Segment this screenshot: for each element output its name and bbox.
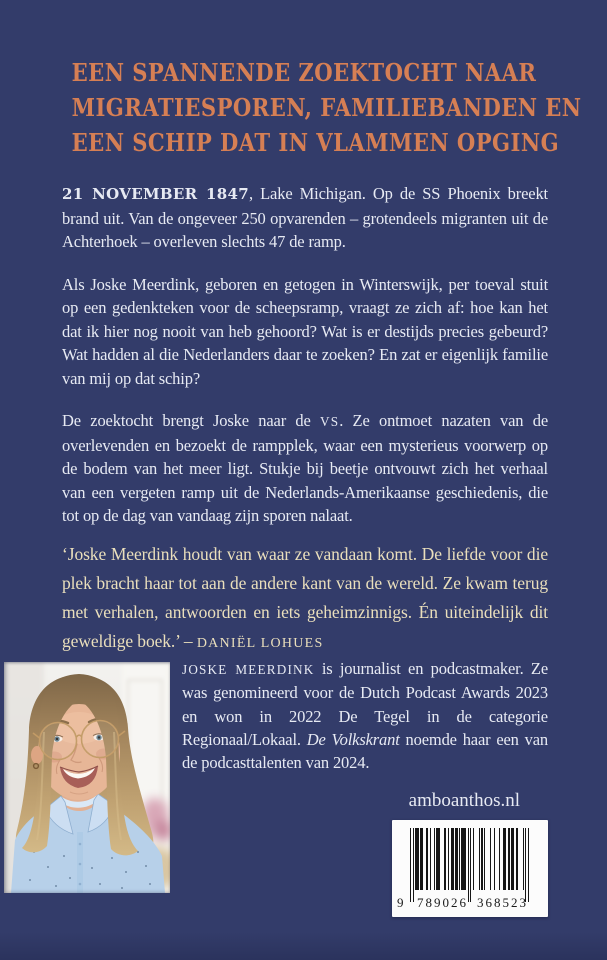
barcode xyxy=(392,820,548,917)
publisher-website: amboanthos.nl xyxy=(408,790,520,811)
author-bio xyxy=(182,657,548,774)
text-segment: De Volkskrant xyxy=(306,729,400,749)
barcode-module xyxy=(528,828,529,902)
blurb xyxy=(62,182,548,547)
text-segment: noemde haar een van de podcasttalenten van 2024. xyxy=(182,729,549,773)
barcode-digit-prefix: 9 xyxy=(397,895,404,910)
text-segment: De zoektocht brengt Joske naar de xyxy=(62,411,320,430)
author-portrait-illustration xyxy=(4,662,170,893)
text-segment: , Lake Michigan. Op de SS Phoenix breekt brand uit. Van de ongeveer 250 opvarenden – grotendeels migranten uit de Achterhoek – overleven slechts 47 de ramp. xyxy=(62,184,548,251)
barcode-digit-group1: 789026 xyxy=(417,895,468,910)
author-photo xyxy=(4,662,170,893)
endorsement-quote xyxy=(62,540,548,658)
barcode-digits xyxy=(392,896,548,911)
text-segment: is journalist en podcastmaker. Ze was genomineerd voor de Dutch Podcast Awards 2023 en won in 2022 De Tegel in de categorie Regionaal/Lokaal. xyxy=(182,659,548,749)
tagline-line-2: MIGRATIESPOREN, FAMILIEBANDEN EN xyxy=(71,93,582,122)
blurb-paragraph-3 xyxy=(62,409,548,528)
text-segment: JOSKE MEERDINK xyxy=(182,662,315,677)
tagline-line-1: EEN SPANNENDE ZOEKTOCHT NAAR xyxy=(71,58,537,87)
text-segment: 21 NOVEMBER 1847 xyxy=(62,185,249,203)
text-segment: VS xyxy=(320,414,340,429)
cover-bottom-shadow xyxy=(0,932,607,960)
barcode-digit-group2: 368523 xyxy=(477,895,528,910)
barcode-bars xyxy=(410,828,529,904)
blurb-paragraph-2 xyxy=(62,273,548,391)
tagline-line-3: EEN SCHIP DAT IN VLAMMEN OPGING xyxy=(71,128,560,157)
text-segment: Als Joske Meerdink, geboren en getogen in Winterswijk, per toeval stuit op een gedenkteken voor de scheepsramp, vraagt ze zich af: hoe kan het dat ik hier nog nooit van heb gehoord? Wat is er destijds precies gebeurd? Wat hadden al die Nederlanders daar te zoeken? En zat er eigenlijk familie van mij op dat schip? xyxy=(62,274,548,388)
blurb-paragraph-1 xyxy=(62,182,548,254)
tagline xyxy=(40,55,582,160)
text-segment: DANIËL LOHUES xyxy=(196,636,324,651)
text-segment: ‘Joske Meerdink houdt van waar ze vandaan komt. De liefde voor die plek bracht haar tot aan de andere kant van de wereld. Ze kwam terug met verhalen, antwoorden en iets geheimzinnigs. Én uiteindelijk dit geweldige boek.’ – xyxy=(62,544,548,651)
text-segment: . Ze ontmoet nazaten van de overlevenden en bezoekt de rampplek, waar een mysterieus voorwerp op de bodem van het meer ligt. Stukje bij beetje ontvouwt zich het verhaal van een vergeten ramp uit de Nederlands-Amerikaanse geschiedenis, die tot op de dag van vandaag zijn sporen nalaat. xyxy=(62,411,548,525)
